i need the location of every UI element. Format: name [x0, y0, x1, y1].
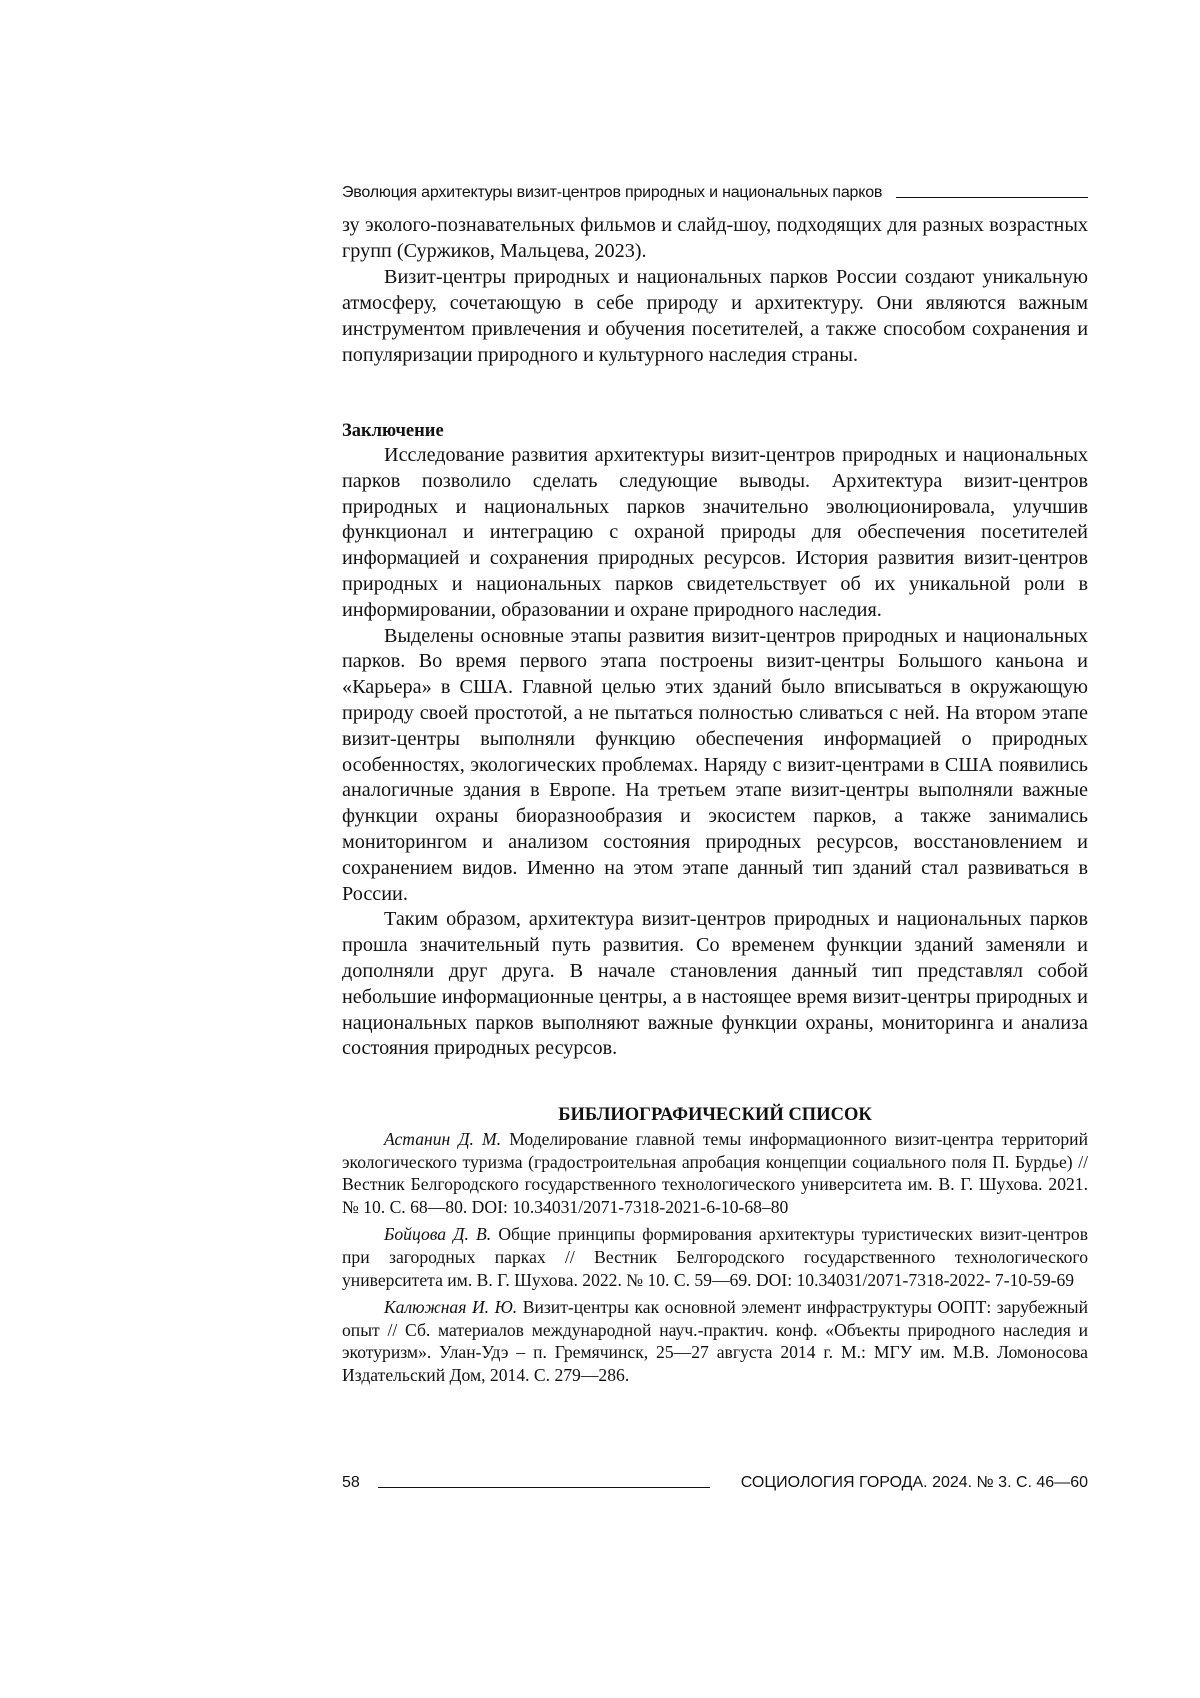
page-number: 58 [342, 1474, 360, 1491]
bibliography-author: Калюжная И. Ю. [384, 1297, 518, 1318]
journal-citation: СОЦИОЛОГИЯ ГОРОДА. 2024. № 3. С. 46—60 [740, 1474, 1088, 1491]
intro-paragraph: Визит-центры природных и национальных парков России создают уникальную атмосферу, сочетающую в себе природу и архитектуру. Они являются важным инструментом привлечения и обучения посетителей, а также способом сохранения и популяризации природного и культурного наследия страны. [342, 266, 1088, 366]
bibliography-author: Бойцова Д. В. [384, 1224, 492, 1245]
intro-text [342, 212, 1088, 368]
intro-paragraph-continuation: зу эколого-познавательных фильмов и слайд-шоу, подходящих для разных возрастных групп (Суржиков, Мальцева, 2023). [342, 214, 1088, 262]
footer-rule [378, 1487, 710, 1488]
running-title: Эволюция архитектуры визит-центров природных и национальных парков [342, 184, 883, 201]
bibliography-entry-text: Визит-центры как основной элемент инфраструктуры ООПТ: зарубежный опыт // Сб. материалов международной науч.-практич. конф. «Объекты природного наследия и экотуризм». Улан-Удэ – п. Гремячинск, 25—27 августа 2014 г. М.: МГУ им. М.В. Ломоносова Издательский Дом, 2014. С. 279—286. [342, 1297, 1088, 1385]
page-footer [342, 1466, 1088, 1492]
bibliography-list [342, 1128, 1088, 1392]
bibliography-entry-text: Общие принципы формирования архитектуры туристических визит-центров при загородных парках // Вестник Белгородского государственного технологического университета им. В. Г. Шухова. 2022. № 10. С. 59—69. DOI: 10.34031/2071-7318-2022- 7-10-59-69 [342, 1224, 1088, 1290]
header-rule [896, 197, 1088, 198]
conclusion-text [342, 443, 1088, 1062]
bibliography-heading: БИБЛИОГРАФИЧЕСКИЙ СПИСОК [558, 1105, 872, 1125]
bibliography-entry-text: Моделирование главной темы информационного визит-центра территорий экологического туризма (градостроительная апробация концепции социального поля П. Бурдье) // Вестник Белгородского государственного технологического университета им. В. Г. Шухова. 2021. № 10. С. 68—80. DOI: 10.34031/2071-7318-2021-6-10-68–80 [342, 1129, 1088, 1217]
running-header [342, 176, 1088, 202]
bibliography-item [342, 1223, 1088, 1291]
conclusion-paragraph: Исследование развития архитектуры визит-центров природных и национальных парков позволило сделать следующие выводы. Архитектура визит-центров природных и национальных парков значительно эволюционировала, улучшив функционал и интеграцию с охраной природы для обеспечения посетителей информацией и сохранения природных ресурсов. История развития визит-центров природных и национальных парков свидетельствует об их уникальной роли в информировании, образовании и охране природного наследия. [342, 444, 1088, 621]
conclusion-paragraph: Таким образом, архитектура визит-центров природных и национальных парков прошла значительный путь развития. Со временем функции зданий заменяли и дополняли друг друга. В начале становления данный тип представлял собой небольшие информационные центры, а в настоящее время визит-центры природных и национальных парков выполняют важные функции охраны, мониторинга и анализа состояния природных ресурсов. [342, 908, 1088, 1060]
bibliography-author: Астанин Д. М. [384, 1129, 502, 1149]
bibliography-item [342, 1296, 1088, 1386]
bibliography-item [342, 1128, 1088, 1218]
conclusion-heading: Заключение [342, 421, 444, 441]
conclusion-paragraph: Выделены основные этапы развития визит-центров природных и национальных парков. Во время первого этапа построены визит-центры Большого каньона и «Карьера» в США. Главной целью этих зданий было вписываться в окружающую природу своей простотой, а не пытаться полностью сливаться с ней. На втором этапе визит-центры выполняли функцию обеспечения информацией о природных особенностях, экологических проблемах. Наряду с визит-центрами в США появились аналогичные здания в Европе. На третьем этапе визит-центры выполняли важные функции охраны биоразнообразия и экосистем парков, а также занимались мониторингом и анализом состояния природных ресурсов, восстановлением и сохранением видов. Именно на этом этапе данный тип зданий стал развиваться в России. [342, 624, 1088, 905]
